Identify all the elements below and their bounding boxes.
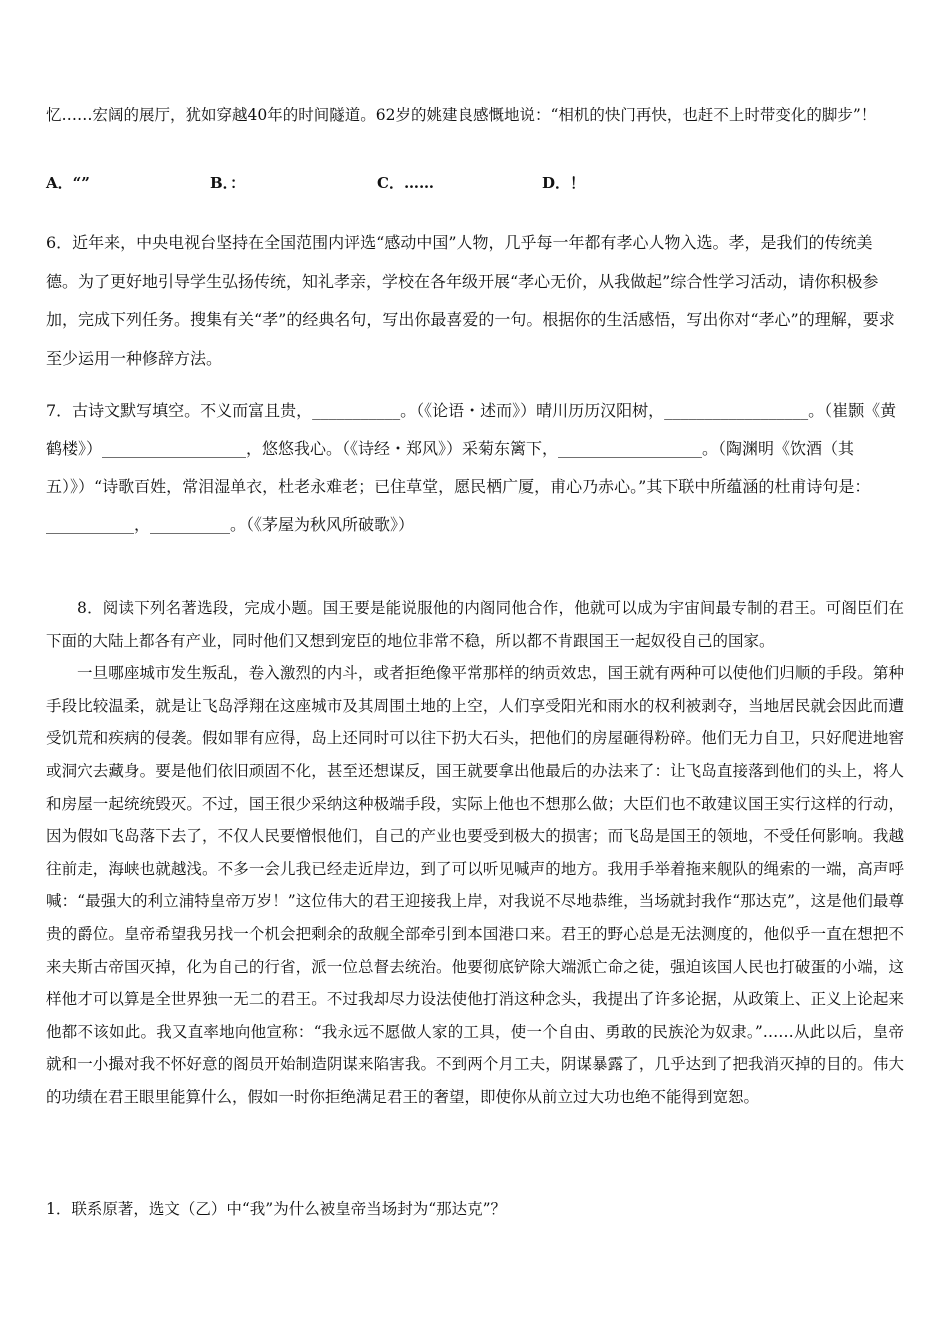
question-8-subquestion-1: 1．联系原著，选文（乙）中“我”为什么被皇帝当场封为“那达克”？ — [46, 1200, 507, 1218]
question-5-options — [46, 170, 904, 194]
question-8-excerpt-paragraph: 一旦哪座城市发生叛乱，卷入激烈的内斗，或者拒绝像平常那样的纳贡效忠，国王就有两种可以使他们归顺的手段。第种手段比较温柔，就是让飞岛浮翔在这座城市及其周围土地的上空，人们享受阳光和雨水的权利被剥夺，当地居民就会因此而遭受饥荒和疾病的侵袭。假如罪有应得，岛上还同时可以往下扔大石头，把他们的房屋砸得粉碎。他们无力自卫，只好爬进地窖或洞穴去藏身。要是他们依旧顽固不化，甚至还想谋反，国王就要拿出他最后的办法来了：让飞岛直接落到他们的头上，将人和房屋一起统统毁灭。不过，国王很少采纳这种极端手段，实际上他也不想那么做；大臣们也不敢建议国王实行这样的行动，因为假如飞岛落下去了，不仅人民要憎恨他们，自己的产业也要受到极大的损害；而飞岛是国王的领地，不受任何影响。我越往前走，海峡也就越浅。不多一会儿我已经走近岸边，到了可以听见喊声的地方。我用手举着拖来舰队的绳索的一端，高声呼喊：“最强大的利立浦特皇帝万岁！”这位伟大的君王迎接我上岸，对我说不尽地恭维，当场就封我作“那达克”，这是他们最尊贵的爵位。皇帝希望我另找一个机会把剩余的敌舰全部牵引到本国港口来。君王的野心总是无法测度的，他似乎一直在想把不来夫斯古帝国灭掉，化为自己的行省，派一位总督去统治。他要彻底铲除大端派亡命之徒，强迫该国人民也打破蛋的小端，这样他才可以算是全世界独一无二的君王。不过我却尽力设法使他打消这种念头，我提出了许多论据，从政策上、正义上论起来他都不该如此。我又直率地向他宣称：“我永远不愿做人家的工具，使一个自由、勇敢的民族沦为奴隶。”……从此以后，皇帝就和一小撮对我不怀好意的阁员开始制造阴谋来陷害我。不到两个月工夫，阴谋暴露了，几乎达到了把我消灭掉的目的。伟大的功绩在君王眼里能算什么，假如一时你拒绝满足君王的奢望，即使你从前立过大功也绝不能得到宽恕。 — [46, 664, 904, 1106]
option-a[interactable]: A．“” — [46, 174, 90, 192]
option-d[interactable]: D．！ — [542, 174, 586, 192]
question-8-intro-paragraph: 8．阅读下列名著选段，完成小题。国王要是能说服他的内阁同他合作，他就可以成为宇宙间最专制的君王。可阁臣们在下面的大陆上都各有产业，同时他们又想到宠臣的地位非常不稳，所以都不肯跟国王一起奴役自己的国家。 — [46, 599, 904, 650]
option-c[interactable]: C．…… — [377, 174, 434, 192]
option-b[interactable]: B．： — [210, 174, 246, 192]
question-5-passage-end: 忆……宏阔的展厅，犹如穿越40年的时间隧道。62岁的姚建良感慨地说：“相机的快门再快，也赶不上时带变化的脚步”！ — [46, 106, 877, 124]
question-8-passage — [46, 592, 904, 1114]
question-7: 7．古诗文默写填空。不义而富且贵，___________。（《论语・述而》）晴川历历汉阳树，__________________。（崔颢《黄鹤楼》）__________________，悠悠我心。（《诗经・郑风》）采菊东篱下，__________________。（陶渊明《饮酒（其五）》）“诗歌百姓，常泪湿单衣，杜老永难老；已住草堂，愿民栖广厦，甫心乃赤心。”其下联中所蕴涵的杜甫诗句是：___________，__________。（《茅屋为秋风所破歌》） — [46, 401, 897, 534]
question-6: 6．近年来，中央电视台坚持在全国范围内评选“感动中国”人物，几乎每一年都有孝心人物入选。孝，是我们的传统美德。为了更好地引导学生弘扬传统，知礼孝亲，学校在各年级开展“孝心无价，从我做起”综合性学习活动，请你积极参加，完成下列任务。搜集有关“孝”的经典名句，写出你最喜爱的一句。根据你的生活感悟，写出你对“孝心”的理解，要求至少运用一种修辞方法。 — [46, 233, 895, 368]
